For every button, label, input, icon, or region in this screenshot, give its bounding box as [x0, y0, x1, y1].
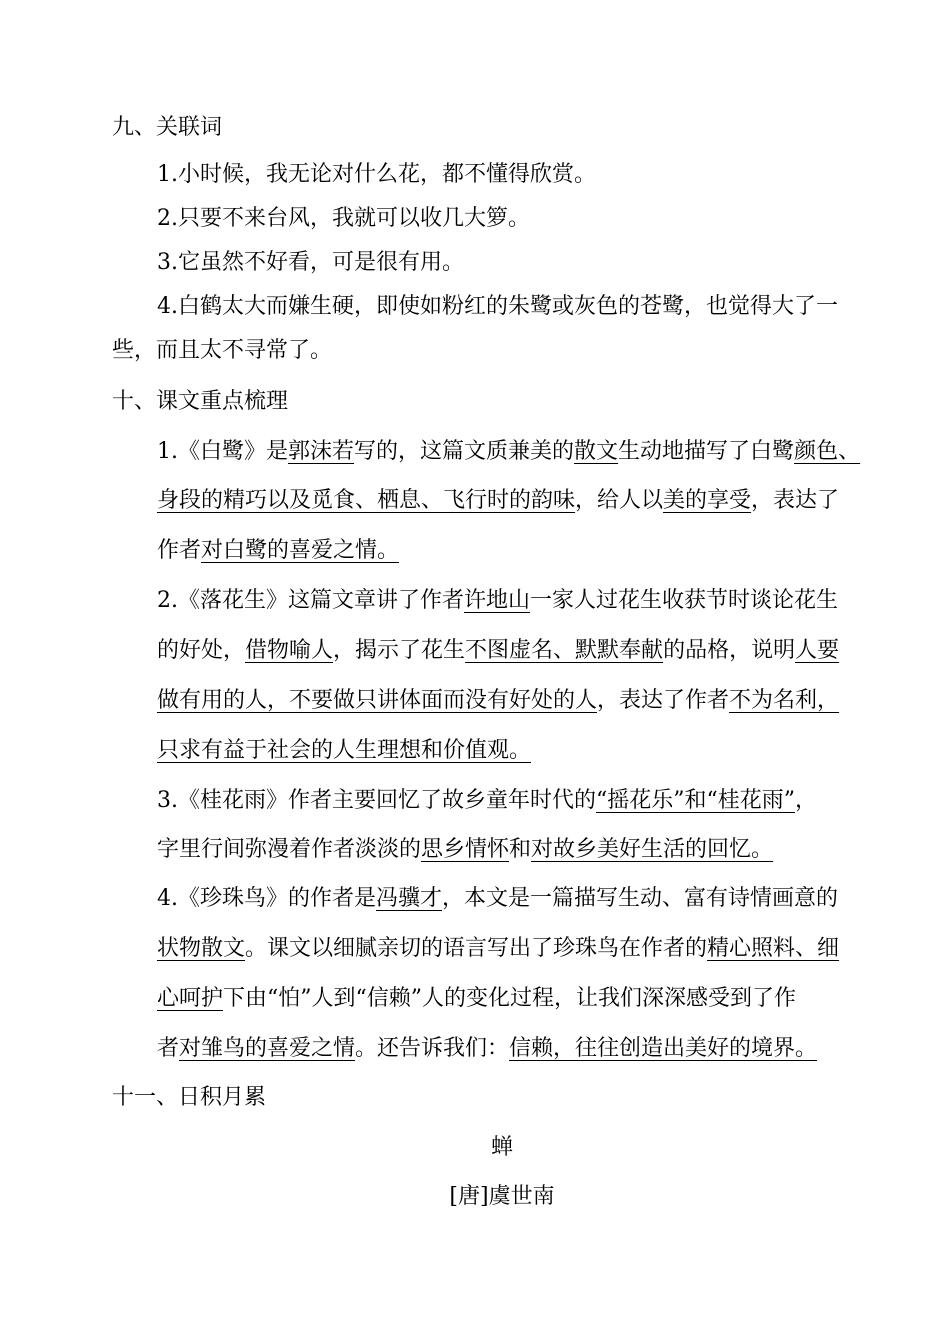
blank-answer: 不图虚名、默默奉献	[465, 638, 664, 663]
blank-answer: 郭沫若	[288, 439, 355, 464]
conjunction-item-4-line-1: 4.白鹤太大而嫌生硬，即使如粉红的朱鹭或灰色的苍鹭，也觉得大了一	[157, 294, 838, 319]
text: 。还告诉我们：	[355, 1036, 510, 1061]
blank-answer: 对故乡美好生活的回忆。	[531, 837, 774, 862]
text: 的好处，	[157, 638, 246, 663]
blank-answer: 做有用的人，不要做只讲体面而没有好处的人	[157, 688, 598, 713]
summary-1-line-1	[157, 437, 860, 467]
summary-2-line-3	[157, 686, 839, 716]
summary-1-line-3	[157, 536, 399, 566]
text: 字里行间弥漫着作者淡淡的	[157, 837, 422, 862]
blank-answer: 人要	[795, 638, 840, 663]
blank-answer: 对雏鸟的喜爱之情	[179, 1036, 356, 1061]
text: 写的，这篇文质兼美的	[354, 439, 575, 464]
text: ，表达了作者	[597, 688, 730, 713]
summary-4-line-4	[157, 1034, 817, 1064]
blank-answer: 颜色、	[794, 439, 861, 464]
blank-answer: 许地山	[464, 588, 531, 613]
conjunction-item-1: 1.小时候，我无论对什么花，都不懂得欣赏。	[157, 162, 596, 187]
blank-answer: 思乡情怀	[421, 837, 510, 862]
text: 和	[509, 837, 532, 862]
summary-2-line-1	[157, 586, 838, 616]
blank-answer: 对白鹭的喜爱之情。	[201, 538, 400, 563]
summary-3-line-2	[157, 835, 773, 865]
conjunction-item-3: 3.它虽然不好看，可是很有用。	[157, 250, 464, 275]
section-10-heading: 十、课文重点梳理	[112, 389, 289, 414]
text: 2.《落花生》这篇文章讲了作者	[157, 588, 464, 613]
blank-answer: 散文	[574, 439, 619, 464]
text: 。课文以细腻亲切的语言写出了珍珠鸟在作者的	[245, 936, 708, 961]
section-11-heading: 十一、日积月累	[112, 1085, 267, 1110]
conjunction-item-4-line-2: 些，而且太不寻常了。	[112, 338, 333, 363]
blank-answer: 美的享受	[663, 488, 752, 513]
text: 的品格，说明	[663, 638, 796, 663]
poem-title: 蝉	[490, 1135, 513, 1160]
text: 下由“怕”人到“信赖”人的变化过程，让我们深深感受到了作	[223, 986, 797, 1011]
blank-answer: “摇花乐”和“桂花雨”	[596, 788, 795, 813]
text: 生动地描写了白鹭	[618, 439, 795, 464]
blank-answer: 身段的精巧以及觅食、栖息、飞行时的韵味	[157, 488, 576, 513]
text: ，揭示了花生	[333, 638, 466, 663]
summary-4-line-2	[157, 934, 839, 964]
text: 3.《桂花雨》作者主要回忆了故乡童年时代的	[157, 788, 596, 813]
summary-2-line-4	[157, 736, 531, 766]
poem-author: [唐]虞世南	[449, 1184, 555, 1209]
blank-answer: 借物喻人	[245, 638, 334, 663]
summary-4-line-3	[157, 984, 796, 1014]
text: ，	[795, 788, 818, 813]
summary-3-line-1	[157, 786, 817, 816]
summary-1-line-2	[157, 486, 839, 516]
summary-4-line-1	[157, 884, 838, 914]
text: ，表达了	[751, 488, 840, 513]
text: 作者	[157, 538, 202, 563]
blank-answer: 精心照料、细	[707, 936, 840, 961]
conjunction-item-2: 2.只要不来台风，我就可以收几大箩。	[157, 206, 530, 231]
text: 者	[157, 1036, 180, 1061]
text: 一家人过花生收获节时谈论花生	[530, 588, 839, 613]
text: 4.《珍珠鸟》的作者是	[157, 886, 376, 911]
blank-answer: 状物散文	[157, 936, 246, 961]
blank-answer: 不为名利，	[729, 688, 840, 713]
summary-2-line-2	[157, 636, 839, 666]
text: ，本文是一篇描写生动、富有诗情画意的	[442, 886, 839, 911]
blank-answer: 只求有益于社会的人生理想和价值观。	[157, 738, 532, 763]
text: 1.《白鹭》是	[157, 439, 288, 464]
blank-answer: 冯骥才	[376, 886, 443, 911]
blank-answer: 信赖，往往创造出美好的境界。	[509, 1036, 818, 1061]
section-9-heading: 九、关联词	[112, 115, 223, 140]
text: ，给人以	[575, 488, 664, 513]
blank-answer: 心呵护	[157, 986, 224, 1011]
